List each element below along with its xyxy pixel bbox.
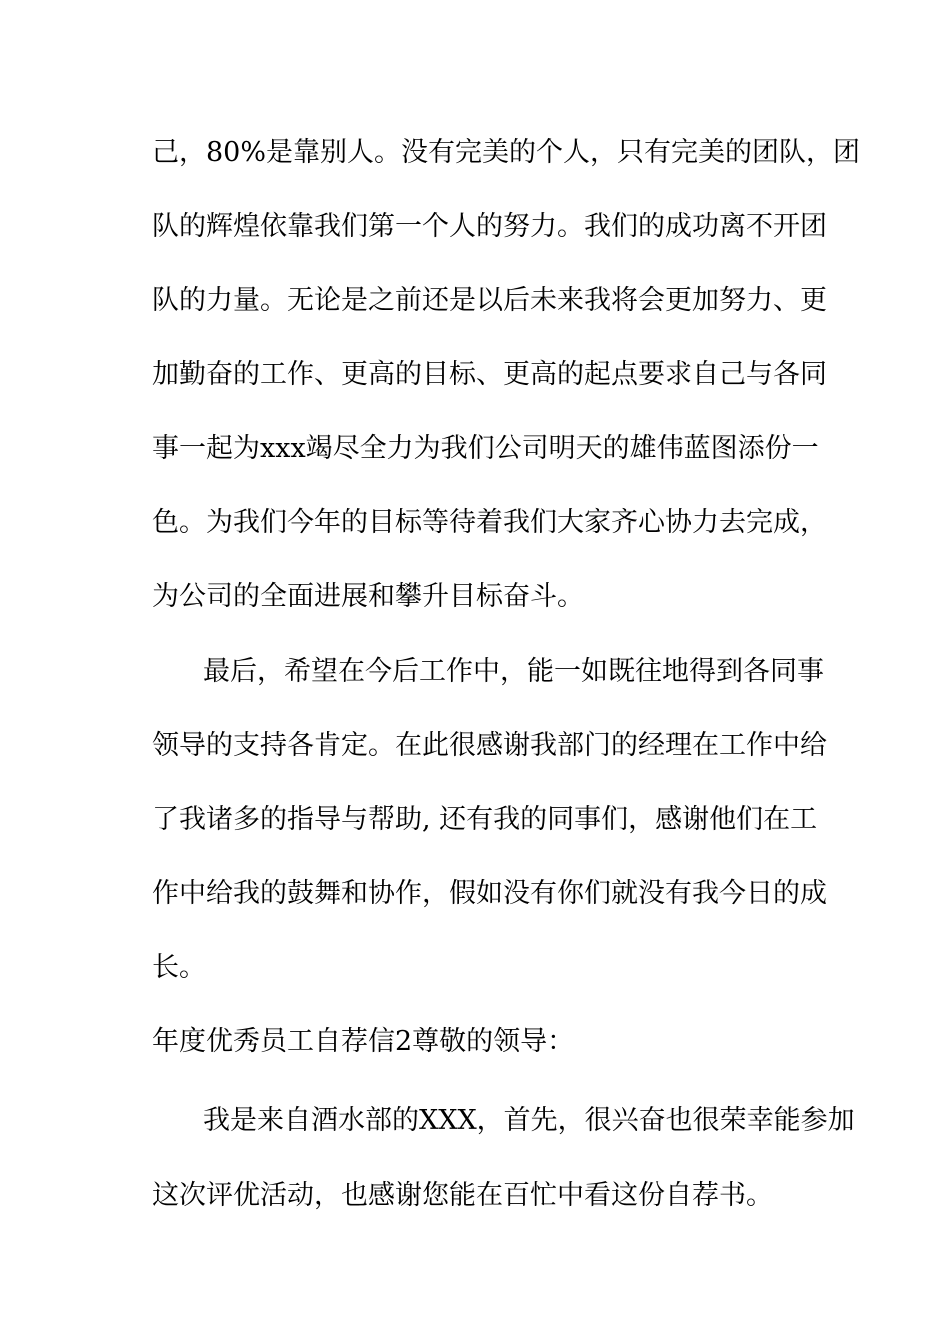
paragraph-first-line: 最后，希望在今后工作中，能一如既往地得到各同事: [203, 656, 824, 687]
text-line: 长。: [152, 952, 206, 983]
text-line: 加勤奋的工作、更高的目标、更高的起点要求自己与各同: [152, 359, 827, 390]
text-line: 为公司的全面进展和攀升目标奋斗。: [152, 581, 584, 612]
text-line: 队的辉煌依靠我们第一个人的努力。我们的成功离不开团: [152, 211, 827, 242]
text-line: 作中给我的鼓舞和协作，假如没有你们就没有我今日的成: [152, 878, 827, 909]
text-line: 领导的支持各肯定。在此很感谢我部门的经理在工作中给: [152, 730, 827, 761]
text-line: 了我诸多的指导与帮助, 还有我的同事们，感谢他们在工: [152, 804, 818, 835]
text-line: 队的力量。无论是之前还是以后未来我将会更加努力、更: [152, 285, 827, 316]
letter-heading: 年度优秀员工自荐信2尊敬的领导：: [152, 1026, 575, 1057]
text-line: 己，80%是靠别人。没有完美的个人，只有完美的团队，团: [152, 137, 861, 168]
paragraph-first-line: 我是来自酒水部的XXX，首先，很兴奋也很荣幸能参加: [203, 1105, 855, 1136]
text-line: 色。为我们今年的目标等待着我们大家齐心协力去完成，: [152, 507, 827, 538]
text-line: 事一起为xxx竭尽全力为我们公司明天的雄伟蓝图添份一: [152, 433, 819, 464]
text-line: 这次评优活动，也感谢您能在百忙中看这份自荐书。: [152, 1180, 773, 1211]
